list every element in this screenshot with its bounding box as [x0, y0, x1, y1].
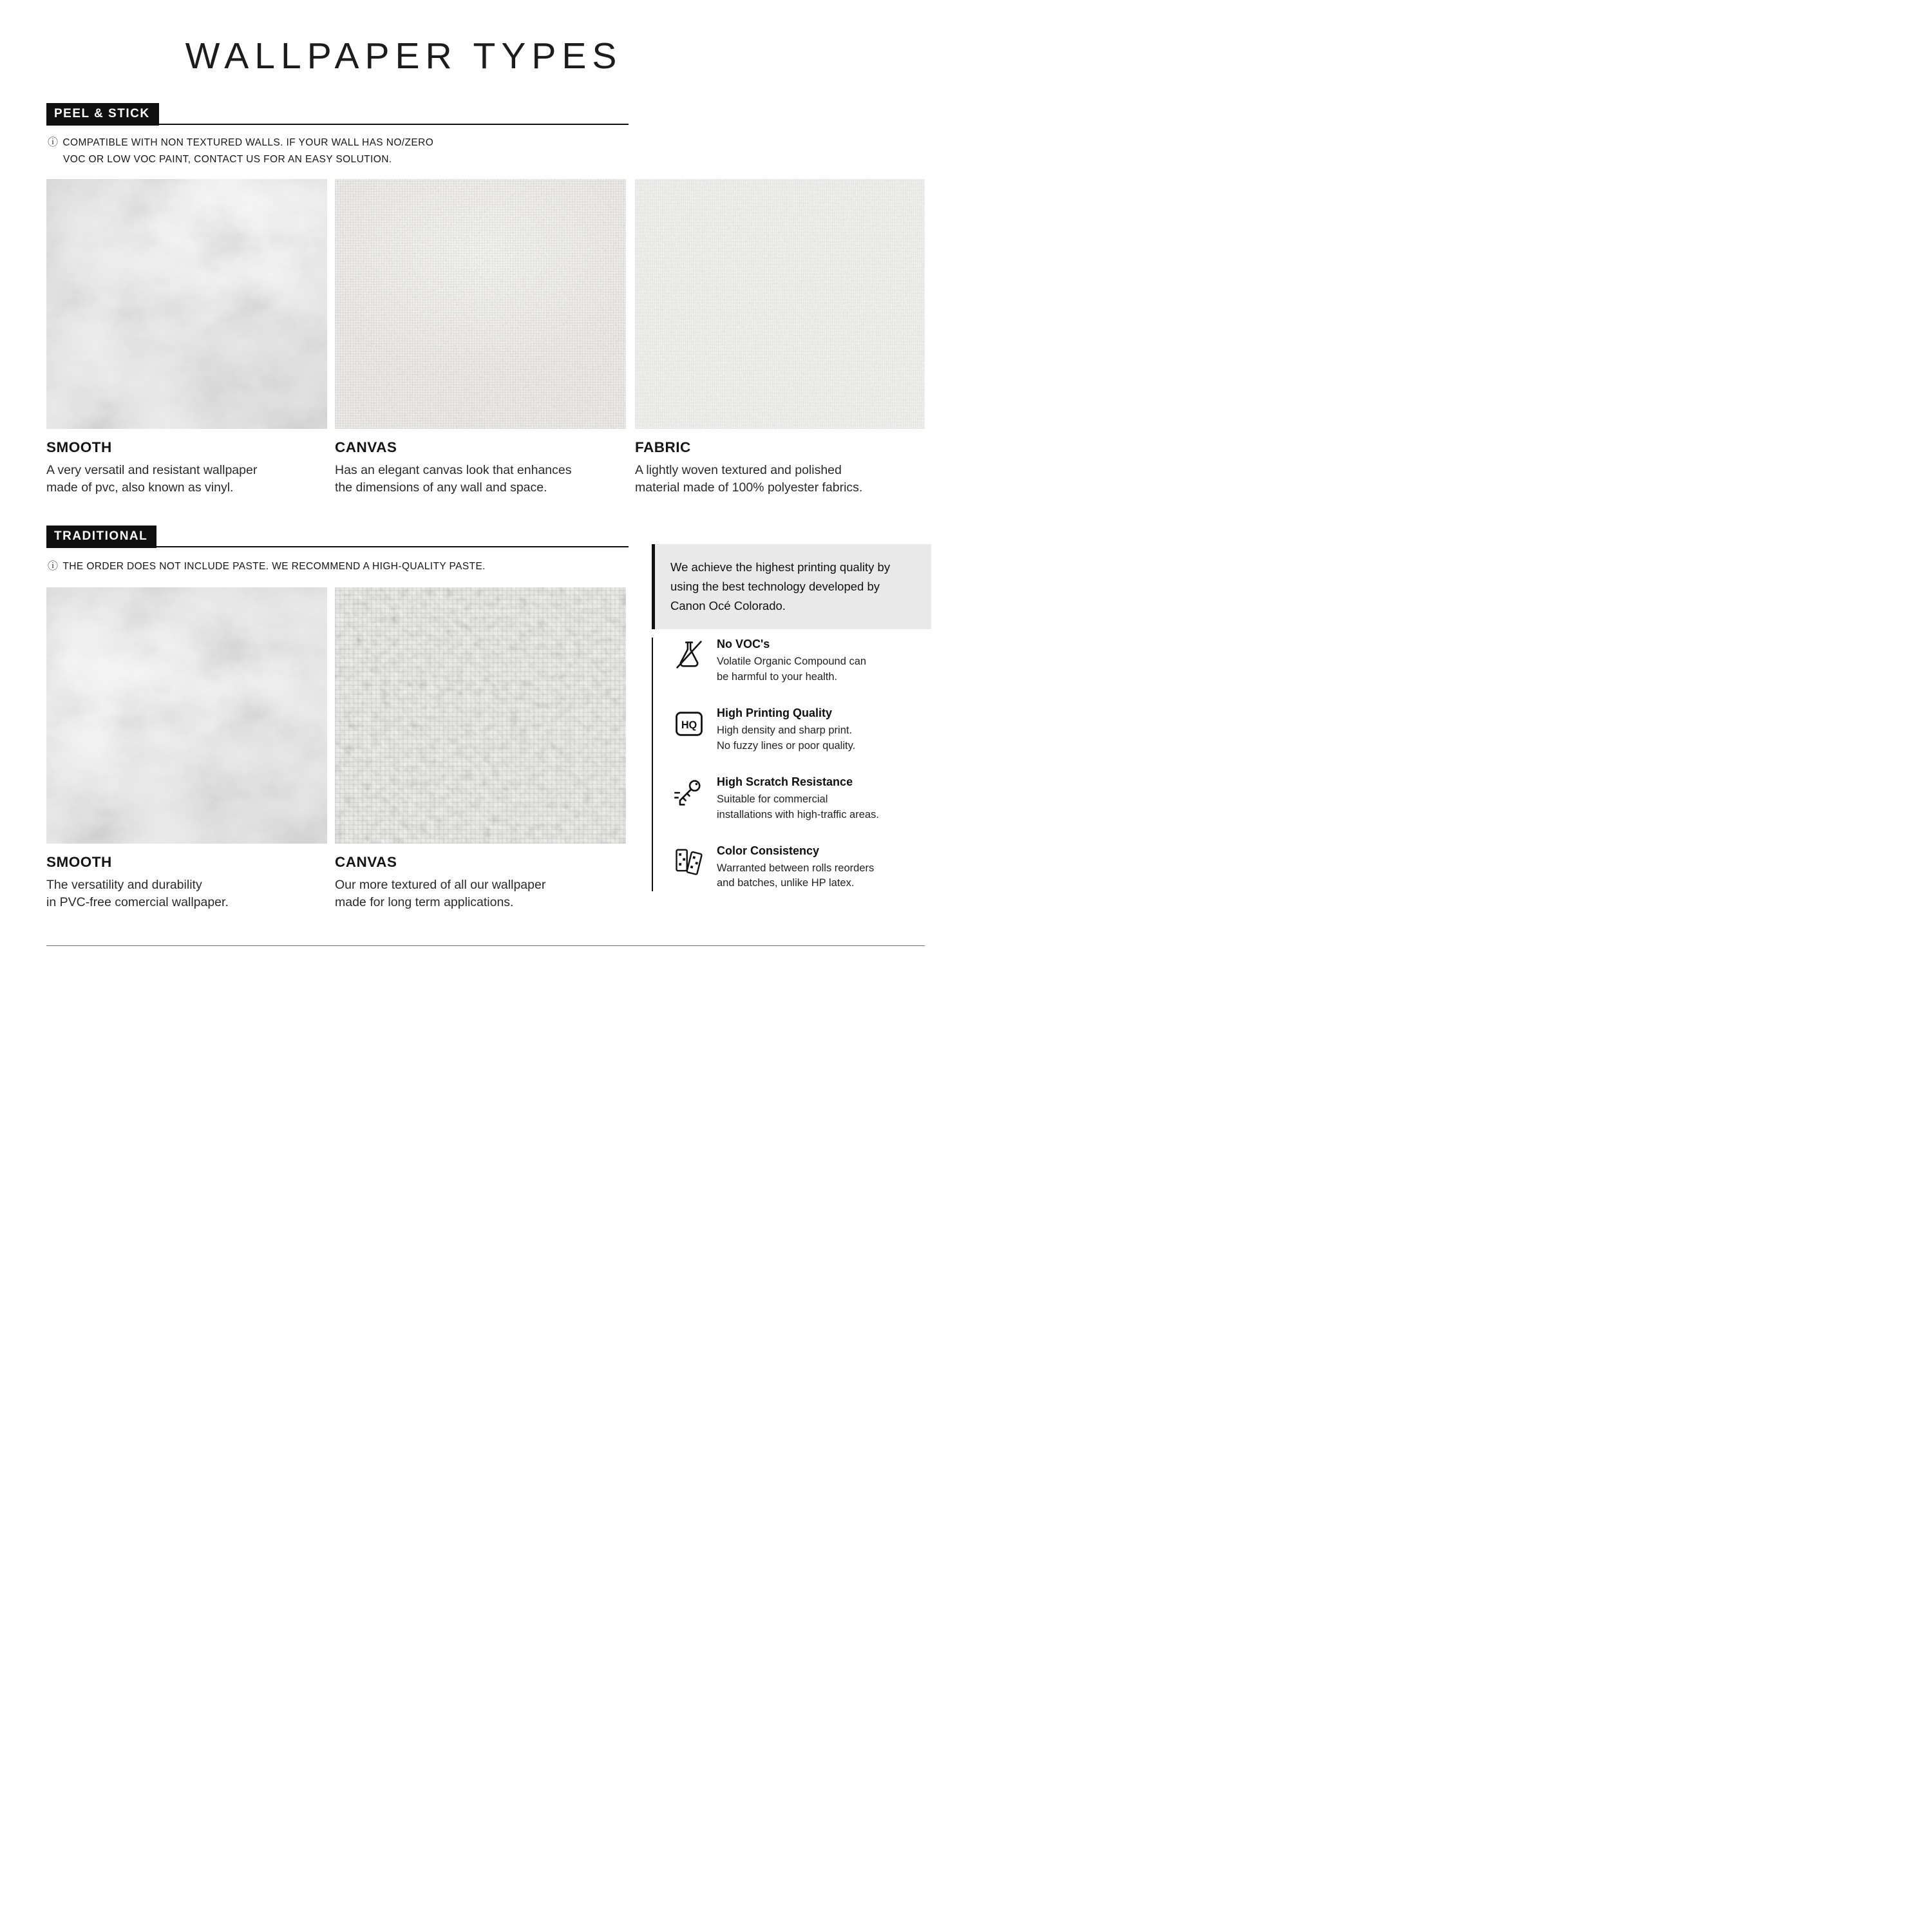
- printing-quality-callout: We achieve the highest printing quality by using the best technology developed by Canon Océ Colorado.: [652, 544, 931, 629]
- feature-text: [717, 775, 879, 823]
- feature-description: [717, 654, 866, 685]
- feature-high-printing-quality: [672, 706, 931, 754]
- desc-line: High density and sharp print.: [717, 724, 853, 736]
- note-line: [48, 134, 433, 151]
- paper-texture: [635, 179, 925, 429]
- smooth-texture-sample: [46, 587, 327, 844]
- feature-text: [717, 844, 874, 892]
- swatch-description: [335, 876, 626, 911]
- desc-line: made for long term applications.: [335, 895, 514, 909]
- canvas-texture-sample: [335, 587, 626, 844]
- feature-description: [717, 861, 874, 892]
- swatch-name: SMOOTH: [46, 439, 112, 455]
- desc-line: Suitable for commercial: [717, 793, 828, 805]
- color-swatch-icon: [672, 845, 706, 878]
- feature-scratch-resistance: [672, 775, 931, 823]
- peel-stick-canvas-column: [335, 179, 626, 497]
- note-text: COMPATIBLE WITH NON TEXTURED WALLS. IF YOUR WALL HAS NO/ZERO: [62, 137, 434, 148]
- desc-line: No fuzzy lines or poor quality.: [717, 739, 856, 752]
- desc-line: installations with high-traffic areas.: [717, 808, 879, 820]
- swatch-description: [335, 462, 626, 497]
- peel-stick-smooth-column: [46, 179, 327, 497]
- traditional-smooth-column: [46, 587, 327, 911]
- peel-stick-note: [48, 134, 433, 169]
- peel-stick-badge: PEEL & STICK: [46, 103, 159, 126]
- paper-texture: [335, 587, 626, 844]
- desc-line: in PVC-free comercial wallpaper.: [46, 895, 229, 909]
- desc-line: made of pvc, also known as vinyl.: [46, 480, 234, 495]
- note-text: THE ORDER DOES NOT INCLUDE PASTE. WE RECOMMEND A HIGH-QUALITY PASTE.: [62, 561, 486, 572]
- feature-description: [717, 723, 855, 754]
- desc-line: Our more textured of all our wallpaper: [335, 878, 546, 892]
- feature-title: No VOC's: [717, 638, 770, 650]
- swatch-description: [46, 462, 327, 497]
- feature-color-consistency: [672, 844, 931, 892]
- hq-icon: [672, 707, 706, 741]
- feature-text: [717, 706, 855, 754]
- desc-line: the dimensions of any wall and space.: [335, 480, 547, 495]
- desc-line: material made of 100% polyester fabrics.: [635, 480, 863, 495]
- traditional-canvas-column: [335, 587, 626, 911]
- swatch-name: FABRIC: [635, 439, 691, 455]
- paper-texture: [335, 179, 626, 429]
- bottom-rule: [46, 945, 925, 946]
- feature-list: [652, 638, 931, 891]
- desc-line: A lightly woven textured and polished: [635, 463, 842, 477]
- desc-line: Warranted between rolls reorders: [717, 862, 875, 874]
- swatch-description: [46, 876, 327, 911]
- wallpaper-types-infographic: [0, 0, 966, 966]
- feature-title: High Printing Quality: [717, 706, 832, 719]
- swatch-name: SMOOTH: [46, 854, 112, 870]
- swatch-name: CANVAS: [335, 439, 397, 455]
- peel-stick-fabric-column: [635, 179, 925, 497]
- feature-text: [717, 638, 866, 685]
- paper-texture: [46, 587, 327, 844]
- swatch-name: CANVAS: [335, 854, 397, 870]
- hq-icon-label: HQ: [681, 719, 697, 731]
- desc-line: be harmful to your health.: [717, 670, 838, 683]
- feature-no-voc: [672, 638, 931, 685]
- traditional-badge: TRADITIONAL: [46, 526, 156, 548]
- traditional-note: [48, 558, 486, 575]
- desc-line: and batches, unlike HP latex.: [717, 877, 855, 889]
- feature-title: High Scratch Resistance: [717, 775, 853, 788]
- note-line: [48, 558, 486, 575]
- desc-line: A very versatil and resistant wallpaper: [46, 463, 258, 477]
- swatch-description: [635, 462, 925, 497]
- feature-title: Color Consistency: [717, 844, 820, 857]
- desc-line: Volatile Organic Compound can: [717, 656, 867, 667]
- desc-line: Has an elegant canvas look that enhances: [335, 463, 572, 477]
- desc-line: The versatility and durability: [46, 878, 202, 892]
- no-voc-icon: [672, 638, 706, 672]
- feature-description: [717, 792, 879, 823]
- canvas-texture-sample: [335, 179, 626, 429]
- smooth-texture-sample: [46, 179, 327, 429]
- paper-texture: [46, 179, 327, 429]
- key-icon: [672, 776, 706, 810]
- note-text: VOC OR LOW VOC PAINT, CONTACT US FOR AN EASY SOLUTION.: [63, 154, 392, 166]
- info-icon: ⓘ: [48, 561, 59, 572]
- page-title: WALLPAPER TYPES: [185, 35, 623, 77]
- info-icon: ⓘ: [48, 137, 59, 148]
- fabric-texture-sample: [635, 179, 925, 429]
